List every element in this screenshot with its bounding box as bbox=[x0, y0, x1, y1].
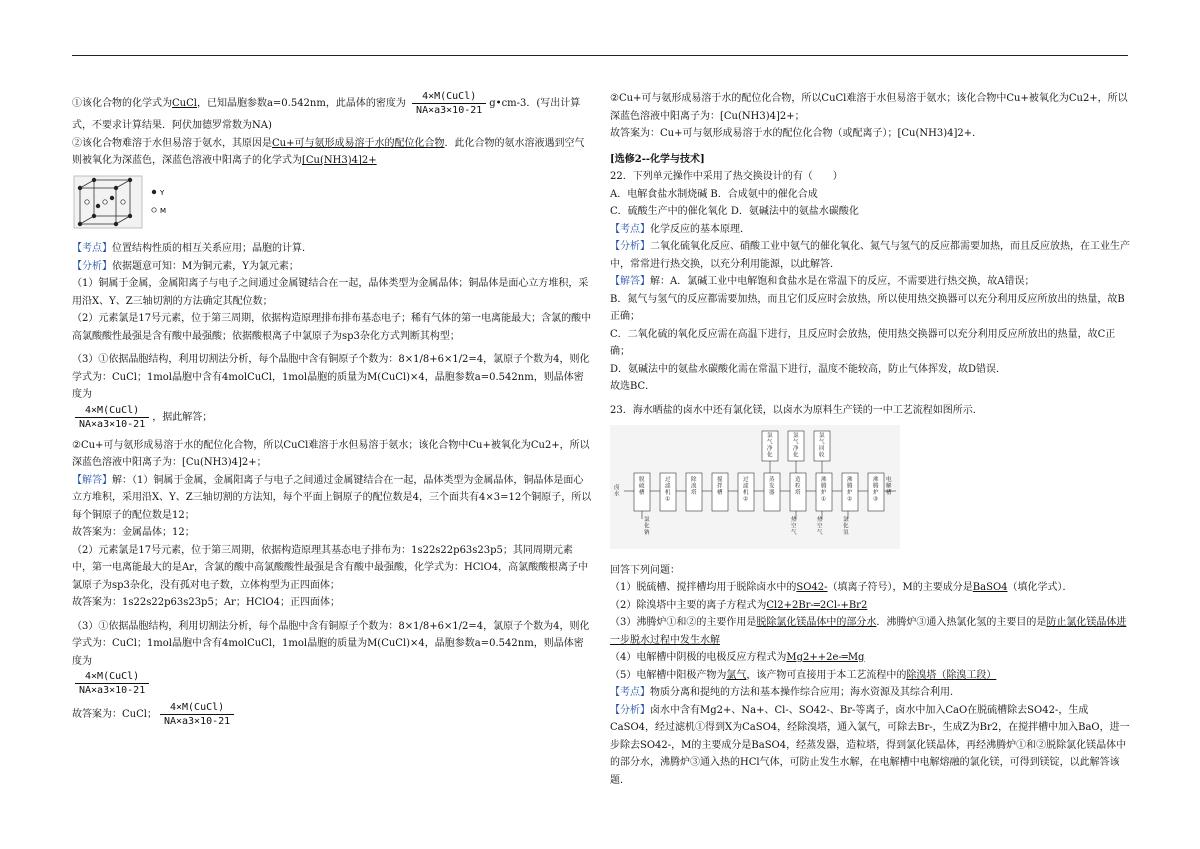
fraction-numerator: 4×M(CuCl) bbox=[75, 670, 149, 684]
text: 物质分离和提纯的方法和基本操作综合应用；海水资源及其综合利用． bbox=[650, 687, 960, 698]
answer: Cl2+2Br-═2Cl-+Br2 bbox=[766, 599, 868, 611]
fenxi-tag: 【分析】 bbox=[610, 704, 650, 716]
answer-1: 故答案为：金属晶体；12； bbox=[72, 527, 195, 538]
flow-label: 除溴塔 bbox=[691, 477, 697, 496]
jieda-22 bbox=[610, 273, 1130, 291]
fenxi bbox=[72, 258, 592, 276]
legend-y: Y bbox=[160, 188, 165, 197]
text: （2）除溴塔中主要的离子方程式为 bbox=[610, 599, 767, 611]
solution-22-d: D．氨碱法中的氨盐水碳酸化需在常温下进行，温度不能较高，防止气体挥发，故D错误． bbox=[610, 363, 1007, 375]
flow-label: 过滤机 ① bbox=[665, 477, 671, 503]
solution-22-b: B．氮气与氢气的反应都需要加热，而且它们反应时会放热，所以使用热交换器可以充分利用反应所放出的热量，故B正确； bbox=[610, 293, 1125, 322]
right-column bbox=[610, 90, 1130, 789]
jieda bbox=[72, 472, 592, 525]
flow-label: 氯气回收 bbox=[819, 433, 825, 459]
text: 化学反应的基本原理． bbox=[650, 223, 750, 235]
text: 故答案为：CuCl； bbox=[72, 709, 157, 720]
flow-label: 氯化氢 bbox=[843, 517, 849, 536]
flow-label: 氯气净化 bbox=[793, 433, 799, 459]
text: g•cm-3．(写出计算式，不要求计算结果．阿伏加德罗常数为NA) bbox=[72, 98, 581, 131]
flow-label: 搅拌槽 bbox=[717, 477, 723, 496]
fraction-denominator: NA×a3×10-21 bbox=[79, 418, 146, 430]
kaodian-23 bbox=[610, 684, 1130, 702]
text: （填化学式）． bbox=[1007, 582, 1073, 593]
fraction-denominator: NA×a3×10-21 bbox=[79, 685, 146, 696]
text: 卤水中含有Mg2+、Na+、Cl-、SO42-、Br-等离子，卤水中加入CaO在脱硫槽除去SO42-，生成CaSO4，经过滤机①得到X为CaSO4，经除溴塔，通入氯气，可除去Br-，生成Z为Br2，在搅拌槽中加入BaO，进一步除去SO42-，M的主要成分是BaSO4，经蒸发器，造粒塔，得到氯化镁晶体，再经沸腾炉①和②脱除氯化镁晶体中的部分水，沸腾炉③通入热的HCl气体，可防止发生水解，在电解槽中电解熔融的氯化镁，可得到镁锭，以此解答该题． bbox=[610, 704, 1130, 786]
analysis-3-fraction bbox=[72, 404, 592, 431]
kaodian-tag: 【考点】 bbox=[72, 243, 112, 254]
solution-22-c: C．二氧化硫的氧化反应需在高温下进行，且反应时会放热，使用热交换器可以充分利用反应所放出的热量，故C正确； bbox=[610, 328, 1116, 357]
fraction-denominator: NA×a3×10-21 bbox=[163, 716, 231, 727]
flow-label: 沸腾炉 ① bbox=[821, 477, 827, 503]
text: （1）脱硫槽、搅拌槽均用于脱除卤水中的 bbox=[610, 582, 797, 593]
left-column bbox=[72, 90, 592, 728]
flow-label: 沸腾炉 ③ bbox=[873, 477, 879, 503]
text: 位置结构性质的相互关系应用；晶胞的计算． bbox=[112, 243, 312, 254]
text: ，据此解答； bbox=[152, 411, 213, 423]
section-heading: [选修2--化学与技术] bbox=[610, 153, 705, 165]
text: ．此化合物的氨水溶液遇到空气则被氧化为深蓝色，深蓝色溶液中阳离子的化学式为 bbox=[72, 137, 585, 166]
jieda-tag: 【解答】 bbox=[72, 474, 112, 486]
option-ab: A．电解食盐水制烧碱 B．合成氨中的催化合成 bbox=[610, 188, 818, 200]
text: ，该产物可直接用于本工艺流程中的 bbox=[746, 669, 907, 681]
solution-3: （3）①依据晶胞结构，利用切割法分析，每个晶胞中含有铜原子个数为：8×1/8+6×1/2=4，氯原子个数为4，则化学式为：CuCl；1mol晶胞中含有4molCuCl，1mol晶胞的质量为M(CuCl)×4，晶胞参数a=0.542nm，则晶体密度为 bbox=[72, 620, 590, 667]
legend-m: M bbox=[160, 206, 167, 215]
q-part2 bbox=[72, 135, 592, 170]
analysis-2: （2）元素氯是17号元素，位于第三周期，依据构造原理排布排布基态电子；稀有气体的第一电离能最大；含氯的酸中高氯酸酸性最强是含有酸中最强酸；依据酸根离子中氯原子为sp3杂化方式判断其构型； bbox=[72, 313, 592, 342]
text: （填离子符号），M的主要成分是 bbox=[827, 582, 973, 593]
fraction-numerator: 4×M(CuCl) bbox=[412, 90, 486, 104]
flow-label: 蒸发器 bbox=[769, 477, 775, 496]
answer-ion: [Cu(NH3)4]2+ bbox=[302, 155, 377, 166]
q23-3 bbox=[610, 614, 1130, 649]
answer: 氯气 bbox=[726, 669, 747, 681]
flow-label: 热空气 bbox=[817, 517, 823, 536]
flow-label: 造粒塔 bbox=[795, 477, 801, 496]
fenxi-tag: 【分析】 bbox=[610, 241, 650, 252]
kaodian bbox=[72, 240, 592, 258]
answer: 防止氯化镁晶体进一步脱水过程中发生水解 bbox=[610, 617, 1127, 646]
q23-4 bbox=[610, 649, 1130, 667]
kaodian-tag: 【考点】 bbox=[610, 223, 650, 235]
text: 依据题意可知：M为铜元素，Y为氯元素； bbox=[112, 260, 299, 272]
answer-3 bbox=[72, 701, 592, 728]
q-part1 bbox=[72, 90, 592, 135]
density-fraction-2 bbox=[75, 404, 149, 431]
analysis-3: （3）①依据晶胞结构，利用切割法分析，每个晶胞中含有铜原子个数为：8×1/8+6×1/2=4，氯原子个数为4，则化学式为：CuCl；1mol晶胞中含有4molCuCl，1mol晶胞的质量为M(CuCl)×4，晶胞参数a=0.542nm，则晶体密度为 bbox=[72, 354, 590, 400]
answer: SO42- bbox=[796, 582, 828, 593]
flow-label: 电解槽 bbox=[886, 477, 892, 496]
answer-cont: 故答案为：Cu+可与氨形成易溶于水的配位化合物（或配离子）；[Cu(NH3)4]2+． bbox=[610, 128, 983, 139]
crystal-cell-diagram bbox=[72, 174, 182, 230]
answer-reason: Cu+可与氨形成易溶于水的配位化合物 bbox=[272, 137, 445, 149]
fraction-denominator: NA×a3×10-21 bbox=[416, 105, 483, 116]
analysis-4: ②Cu+可与氨形成易溶于水的配位化合物，所以CuCl难溶于水但易溶于氨水；该化合物中Cu+被氧化为Cu2+，所以深蓝色溶液中阳离子为：[Cu(NH3)4]2+； bbox=[72, 439, 590, 468]
text: ①该化合物的化学式为 bbox=[72, 98, 172, 109]
answer: BaSO4 bbox=[972, 582, 1008, 593]
flow-label: 氯气净化 bbox=[767, 433, 773, 459]
option-cd: C．硫酸生产中的催化氧化 D．氨碱法中的氨盐水碳酸化 bbox=[610, 206, 859, 217]
question-23: 23．海水晒盐的卤水中还有氯化镁，以卤水为原料生产镁的一中工艺流程如图所示． bbox=[610, 404, 983, 416]
flow-label: 热空气 bbox=[791, 517, 797, 536]
flow-label: 脱硫槽 bbox=[639, 477, 645, 496]
fenxi-22 bbox=[610, 238, 1130, 273]
flow-label: 沸腾炉 ② bbox=[847, 477, 853, 503]
q23-5 bbox=[610, 667, 1130, 685]
text: ，已知晶胞参数a=0.542nm，此晶体的密度为 bbox=[196, 98, 406, 109]
flow-label: 卤水 bbox=[614, 485, 620, 498]
analysis-1: （1）铜属于金属，金属阳离子与电子之间通过金属键结合在一起，晶体类型为金属晶体；铜晶体是面心立方堆积，采用沿X、Y、Z三轴切割的方法确定其配位数； bbox=[72, 278, 589, 307]
text: ．沸腾炉③通入热氯化氢的主要目的是 bbox=[876, 617, 1047, 628]
text: ②该化合物难溶于水但易溶于氨水，其原因是 bbox=[72, 137, 272, 149]
text: 二氧化硫氧化反应、硝酸工业中氨气的催化氧化、氮气与氢气的反应都需要加热，而且反应放热，在工业生产中，常常进行热交换，以充分利用能源，以此解答． bbox=[610, 241, 1130, 270]
question-23-ask: 回答下列问题： bbox=[610, 564, 680, 576]
question-22: 22．下列单元操作中采用了热交换设计的有（ ） bbox=[610, 171, 843, 182]
text: （4）电解槽中阴极的电极反应方程式为 bbox=[610, 652, 787, 663]
answer: 除溴塔（除溴工段） bbox=[906, 669, 997, 681]
flow-label: 氯化钠 bbox=[644, 517, 650, 536]
header-rule bbox=[72, 55, 1128, 56]
solution-2: （2）元素氯是17号元素，位于第三周期，依据构造原理其基态电子排布为：1s22s22p63s23p5；其同周期元素中，第一电离能最大的是Ar，含氯的酸中高氯酸酸性最强是含有酸中最强酸，化学式为：HClO4，高氯酸酸根离子中氯原子为sp3杂化，没有孤对电子数，立体构型为正四面体； bbox=[72, 544, 589, 591]
answer-formula: CuCl bbox=[172, 98, 197, 109]
text: （5）电解槽中阳极产物为 bbox=[610, 669, 727, 681]
q23-1 bbox=[610, 579, 1130, 597]
answer-2: 故答案为：1s22s22p63s23p5；Ar；HClO4；正四面体； bbox=[72, 597, 340, 608]
q23-2 bbox=[610, 597, 1130, 615]
density-fraction-4 bbox=[160, 701, 234, 728]
density-fraction-3 bbox=[75, 670, 149, 697]
jieda-tag: 【解答】 bbox=[610, 276, 650, 287]
fenxi-tag: 【分析】 bbox=[72, 260, 112, 272]
answer-22: 故选BC． bbox=[610, 381, 656, 392]
fraction-numerator: 4×M(CuCl) bbox=[160, 701, 234, 715]
kaodian-tag: 【考点】 bbox=[610, 687, 650, 698]
analysis-cont: ②Cu+可与氨形成易溶于水的配位化合物，所以CuCl难溶于水但易溶于氨水；该化合物中Cu+被氧化为Cu2+，所以深蓝色溶液中阳离子为：[Cu(NH3)4]2+； bbox=[610, 93, 1128, 122]
kaodian-22 bbox=[610, 221, 1130, 239]
text: 解：A．氯碱工业中电解饱和食盐水是在常温下的反应，不需要进行热交换，故A错误； bbox=[650, 276, 1035, 287]
solution-3-fraction bbox=[72, 670, 592, 697]
text: 解：（1）铜属于金属，金属阳离子与电子之间通过金属键结合在一起，晶体类型为金属晶体，铜晶体是面心立方堆积，采用沿X、Y、Z三轴切割的方法知，每个平面上铜原子的配位数是4，三个面共有4×3=12个铜原子，所以每个铜原子的配位数是12； bbox=[72, 474, 592, 521]
fraction-numerator: 4×M(CuCl) bbox=[75, 404, 149, 418]
text: （3）沸腾炉①和②的主要作用是 bbox=[610, 617, 757, 628]
flow-label: 过滤机 ② bbox=[743, 477, 749, 503]
fenxi-23 bbox=[610, 702, 1130, 790]
process-flow-diagram bbox=[610, 425, 900, 549]
answer: 脱除氯化镁晶体中的部分水 bbox=[756, 617, 877, 628]
answer: Mg2++2e-═Mg bbox=[786, 652, 865, 663]
density-fraction bbox=[412, 90, 486, 117]
